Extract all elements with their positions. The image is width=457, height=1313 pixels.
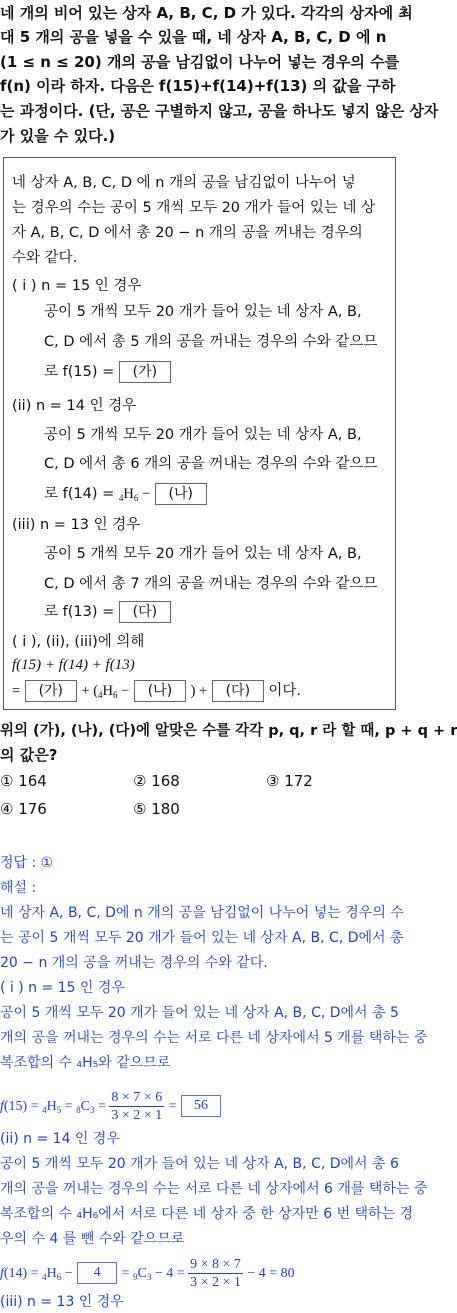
box-intro-2: 는 경우의 수는 공이 5 개씩 모두 20 개가 들어 있는 네 상 [12, 200, 376, 216]
question-line-1: 위의 (가), (나), (다)에 알맞은 수를 각각 p, q, r 라 할 때, p + q + r [0, 723, 457, 739]
fraction-1 [109, 1089, 164, 1124]
fraction-2 [188, 1256, 243, 1291]
case2-line-2: C, D 에서 총 6 개의 공을 꺼내는 경우의 수와 같으므 [44, 456, 378, 472]
fraction-1-numerator: 8 × 7 × 6 [111, 1089, 163, 1105]
solution-heading: 해설 : [0, 880, 37, 896]
solution-formula-f14: $f(14) = _4H_6 - 4 = _9C_3 - 4$ = $\frac{9 \times 8 \times 7}{3 \times 2 \times 1}$ − 4 = 80 [0, 1256, 295, 1290]
solution-case2-line-2: 개의 공을 꺼내는 경우의 수는 서로 다른 네 상자에서 6 개를 택하는 중 [0, 1181, 428, 1197]
summary-blank-ga: (가) [25, 680, 77, 702]
solution-case2-heading: (ii) n = 14 인 경우 [0, 1131, 120, 1147]
case1-line-1: 공이 5 개씩 모두 20 개가 들어 있는 네 상자 A, B, [44, 304, 362, 320]
case1-heading: ( i ) n = 15 인 경우 [12, 278, 142, 294]
solution-case2-line-3: 복조합의 수 ₄H₆에서 서로 다른 네 상자 중 한 상자만 6 번 택하는 경 [0, 1206, 414, 1222]
case1-formula: 로 f(15) = [44, 364, 115, 380]
case2-heading: (ii) n = 14 인 경우 [12, 398, 137, 414]
problem-line-2: 대 5 개의 공을 넣을 수 있을 때, 네 상자 A, B, C, D 에 n [0, 28, 387, 46]
solution-answer: 정답 : ① [0, 855, 54, 871]
case3-line-3 [44, 601, 171, 623]
summary-line-1: ( i ), (ii), (iii)에 의해 [12, 634, 145, 650]
solution-p1-line-2: 는 공이 5 개씩 모두 20 개가 들어 있는 네 상자 A, B, C, D에서 총 [0, 930, 404, 946]
box-intro-1: 네 상자 A, B, C, D 에 n 개의 공을 남김없이 나누어 넣 [12, 175, 356, 191]
case1-line-2: C, D 에서 총 5 개의 공을 꺼내는 경우의 수와 같으므 [44, 334, 378, 350]
summary-end: 이다. [268, 683, 302, 699]
case2-formula: 로 f(14) = [44, 486, 115, 502]
fraction-1-denominator: 3 × 2 × 1 [111, 1107, 163, 1123]
question-line-2: 의 값은? [0, 746, 58, 764]
case3-line-2: C, D 에서 총 7 개의 공을 꺼내는 경우의 수와 같으므 [44, 576, 378, 592]
solution-formula-f15: $f(15) = _4H_5 = _8C_3$ = $\frac{8 \times 7 \times 6}{3 \times 2 \times 1}$ = 56 [0, 1086, 221, 1130]
choice-4[interactable]: ④ 176 [0, 800, 47, 818]
solution-case1-heading: ( i ) n = 15 인 경우 [0, 980, 125, 996]
case3-heading: (iii) n = 13 인 경우 [12, 517, 141, 533]
problem-line-5: 는 과정이다. (단, 공은 구별하지 않고, 공을 하나도 넣지 않은 상자 [0, 102, 439, 120]
choice-5[interactable]: ⑤ 180 [133, 800, 180, 818]
summary-blank-na: (나) [134, 680, 186, 702]
solution-case2-line-4: 우의 수 4 를 뺀 수와 같으므로 [0, 1231, 185, 1247]
problem-line-1: 네 개의 비어 있는 상자 A, B, C, D 가 있다. 각각의 상자에 최 [0, 4, 413, 22]
case3-formula: 로 f(13) = [44, 604, 115, 620]
problem-line-4: f(n) 이라 하자. 다음은 f(15)+f(14)+f(13) 의 값을 구하 [0, 77, 396, 95]
answer-box-4: 4 [77, 1262, 117, 1284]
blank-ga: (가) [119, 361, 171, 383]
box-intro-3: 자 A, B, C, D 에서 총 20 − n 개의 공을 꺼내는 경우의 [12, 225, 363, 241]
box-intro-4: 수와 같다. [12, 250, 78, 266]
fraction-2-denominator: 3 × 2 × 1 [190, 1274, 241, 1290]
case1-line-3 [44, 361, 171, 383]
summary-line-3: = (가) + ($_4H_6$ − (나) ) + (다) 이다. [12, 680, 301, 706]
answer-box-56: 56 [181, 1095, 221, 1117]
blank-na: (나) [155, 483, 207, 505]
choice-2[interactable]: ② 168 [133, 772, 180, 790]
solution-case3-heading: (iii) n = 13 인 경우 [0, 1294, 124, 1310]
fraction-2-numerator: 9 × 8 × 7 [190, 1256, 241, 1272]
solution-case2-line-1: 공이 5 개씩 모두 20 개가 들어 있는 네 상자 A, B, C, D에서 총 6 [0, 1156, 399, 1172]
solution-case1-line-2: 개의 공을 꺼내는 경우의 수는 서로 다른 네 상자에서 5 개를 택하는 중 [0, 1030, 428, 1046]
solution-case1-line-1: 공이 5 개씩 모두 20 개가 들어 있는 네 상자 A, B, C, D에서 총 5 [0, 1005, 399, 1021]
case3-line-1: 공이 5 개씩 모두 20 개가 들어 있는 네 상자 A, B, [44, 546, 362, 562]
solution-p1-line-1: 네 상자 A, B, C, D에 n 개의 공을 남김없이 나누어 넣는 경우의 수 [0, 905, 404, 921]
case2-line-3: 로 $f(14) = _4H_6$ − (나) [44, 483, 207, 509]
result-80: − 4 = 80 [247, 1266, 295, 1281]
blank-da: (다) [119, 601, 171, 623]
solution-p1-line-3: 20 − n 개의 공을 꺼내는 경우의 수와 같다. [0, 955, 268, 971]
summary-blank-da: (다) [212, 680, 264, 702]
choice-3[interactable]: ③ 172 [266, 772, 313, 790]
solution-case1-line-3: 복조합의 수 ₄H₅와 같으므로 [0, 1055, 171, 1071]
summary-line-2: f(15) + f(14) + f(13) [12, 657, 135, 673]
case2-line-1: 공이 5 개씩 모두 20 개가 들어 있는 네 상자 A, B, [44, 427, 362, 443]
problem-line-6: 가 있을 수 있다.) [0, 127, 116, 145]
choice-1[interactable]: ① 164 [0, 772, 47, 790]
problem-line-3: (1 ≤ n ≤ 20) 개의 공을 남김없이 나누어 넣는 경우의 수를 [0, 53, 400, 71]
